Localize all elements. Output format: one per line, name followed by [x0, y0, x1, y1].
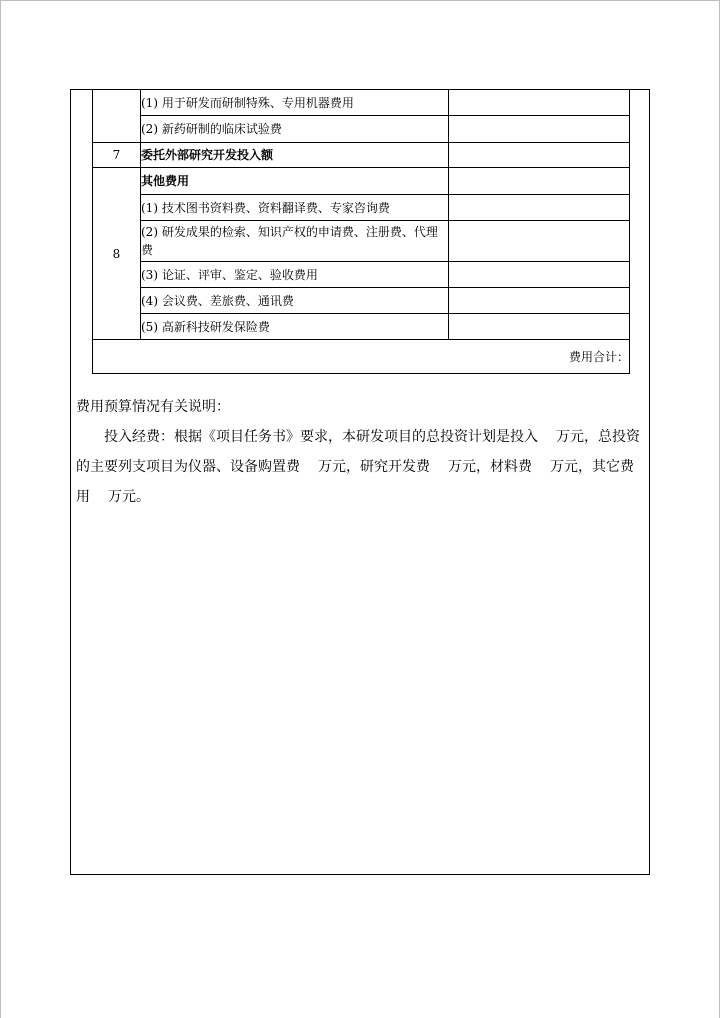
page-edge-left	[0, 0, 1, 1018]
item-label: (5) 高新科技研发保险费	[141, 314, 449, 340]
table-row	[93, 143, 630, 168]
notes-text: 万元，研究开发费	[318, 459, 430, 475]
notes-paragraph	[76, 422, 646, 512]
table-row	[93, 314, 630, 340]
item-label: (2) 研发成果的检索、知识产权的申请费、注册费、代理费	[141, 221, 449, 262]
page-edge-top	[0, 0, 720, 1]
table-row	[93, 340, 630, 374]
amount-cell[interactable]	[449, 90, 630, 116]
item-label: 委托外部研究开发投入额	[141, 143, 449, 168]
notes-text: 万元，其它费用	[76, 459, 634, 505]
table-row	[93, 116, 630, 143]
row-number: 8	[93, 168, 141, 340]
amount-cell[interactable]	[449, 168, 630, 195]
item-label: (2) 新药研制的临床试验费	[141, 116, 449, 143]
amount-cell[interactable]	[449, 262, 630, 288]
notes-text: 投入经费：根据《项目任务书》要求，本研发项目的总投资计划是投入	[104, 429, 538, 445]
item-label: (1) 用于研发而研制特殊、专用机器费用	[141, 90, 449, 116]
notes-text: 万元。	[108, 489, 150, 505]
notes-text: 万元，材料费	[448, 459, 532, 475]
budget-notes	[76, 392, 646, 512]
item-label: (4) 会议费、差旅费、通讯费	[141, 288, 449, 314]
notes-heading: 费用预算情况有关说明：	[76, 399, 230, 415]
amount-cell[interactable]	[449, 221, 630, 262]
amount-cell[interactable]	[449, 116, 630, 143]
table-row	[93, 90, 630, 116]
notes-text: 万元，总投资的主要列支项目为仪器、设备购置费	[76, 429, 640, 475]
budget-table	[92, 89, 630, 374]
amount-cell[interactable]	[449, 288, 630, 314]
amount-cell[interactable]	[449, 195, 630, 221]
row-number: 7	[93, 143, 141, 168]
item-label: (3) 论证、评审、鉴定、验收费用	[141, 262, 449, 288]
item-label: (1) 技术图书资料费、资料翻译费、专家咨询费	[141, 195, 449, 221]
amount-cell[interactable]	[449, 314, 630, 340]
table-row	[93, 221, 630, 262]
row-number-cell	[93, 90, 141, 143]
amount-cell[interactable]	[449, 143, 630, 168]
total-label: 费用合计：	[93, 340, 630, 374]
table-row	[93, 195, 630, 221]
item-header: 其他费用	[141, 168, 449, 195]
table-row	[93, 168, 630, 195]
table-row	[93, 288, 630, 314]
table-row	[93, 262, 630, 288]
